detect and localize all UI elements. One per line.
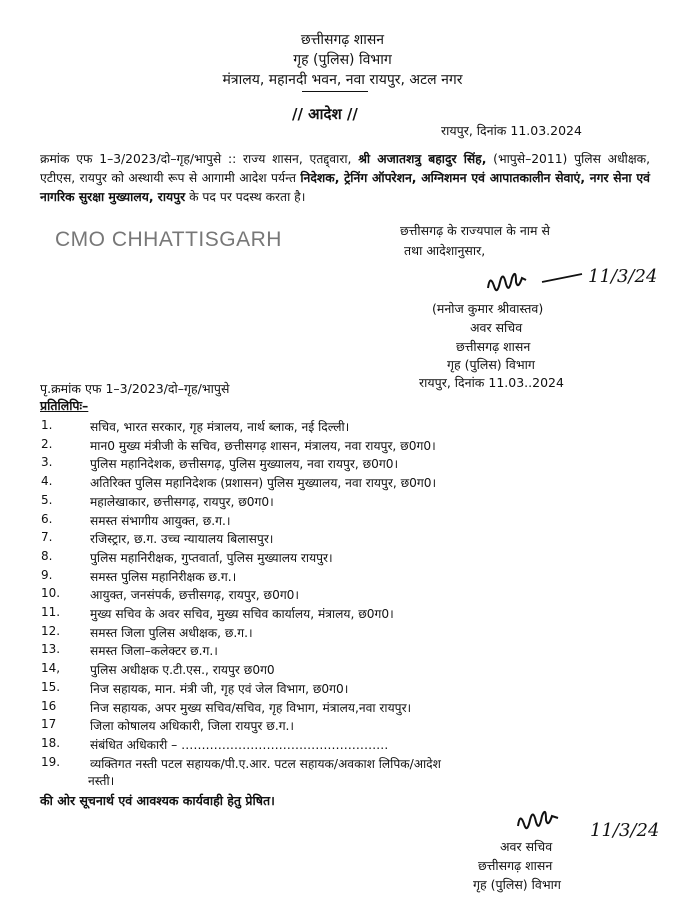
copy-item-text: आयुक्त, जनसंपर्क, छत्तीसगढ़, रायपुर, छ0ग0। (90, 588, 300, 602)
watermark: CMO CHHATTISGARH (55, 228, 282, 251)
forward-line: की ओर सूचनार्थ एवं आवश्यक कार्यवाही हेतु प्रेषित। (40, 793, 275, 808)
address-header: मंत्रालय, महानदी भवन, नवा रायपुर, अटल नगर (222, 72, 463, 88)
copy-item-text: पुलिस महानिरीक्षक, गुप्तवार्ता, पुलिस मुख्यालय रायपुर। (90, 551, 333, 565)
copy-item-text: जिला कोषालय अधिकारी, जिला रायपुर छ.ग.। (90, 719, 295, 733)
copy-item-text: पुलिस महानिदेशक, छत्तीसगढ़, पुलिस मुख्यालय, नवा रायपुर, छ0ग0। (90, 457, 399, 471)
copy-item-number: 16 (41, 699, 57, 713)
order-body-text-1: क्रमांक एफ 1–3/2023/दो–गृह/भापुसे :: राज्य शासन, एतद्द्वारा, (40, 152, 359, 166)
copy-item-number: 4. (41, 474, 53, 488)
copy-item-text: निज सहायक, मान. मंत्री जी, गृह एवं जेल विभाग, छ0ग0। (90, 682, 349, 696)
copy-item-number: 7. (41, 530, 53, 544)
new-posting: निदेशक, ट्रेनिंग ऑपरेशन, अग्निशमन एवं आपातकालीन सेवाएं, नगर सेना एवं नागरिक सुरक्षा मुख्यालय, रायपुर (40, 171, 651, 204)
copy-item-text: निज सहायक, अपर मुख्य सचिव/सचिव, गृह विभाग, मंत्रालय,नवा रायपुर। (90, 701, 412, 715)
copy-item-number: 13. (41, 642, 61, 656)
signatory-designation: अवर सचिव (470, 320, 523, 335)
copy-item-text: समस्त पुलिस महानिरीक्षक छ.ग.। (90, 570, 237, 584)
signature-date-1: 11/3/24 (588, 266, 658, 287)
copy-item-text: मान0 मुख्य मंत्रीजी के सचिव, छत्तीसगढ़ शासन, मंत्रालय, नवा रायपुर, छ0ग0। (90, 439, 436, 453)
copy-item-text: मुख्य सचिव के अवर सचिव, मुख्य सचिव कार्यालय, मंत्रालय, छ0ग0। (90, 607, 394, 621)
signature-date-2: 11/3/24 (590, 820, 660, 841)
copy-item-text: समस्त जिला पुलिस अधीक्षक, छ.ग.। (90, 626, 253, 640)
copy-item-number: 11. (41, 605, 61, 619)
copy-item-number: 18. (41, 736, 61, 750)
copy-item-text: अतिरिक्त पुलिस महानिदेशक (प्रशासन) पुलिस मुख्यालय, नवा रायपुर, छ0ग0। (90, 476, 437, 490)
copy-item-text: व्यक्तिगत नस्ती पटल सहायक/पी.ए.आर. पटल सहायक/अवकाश लिपिक/आदेश (90, 757, 441, 771)
copy-item-number: 2. (41, 437, 53, 451)
copy-item-text: सचिव, भारत सरकार, गृह मंत्रालय, नार्थ ब्लाक, नई दिल्ली। (90, 420, 350, 434)
copy-item-number: 14, (41, 661, 61, 675)
copy-item-text: महालेखाकार, छत्तीसगढ़, रायपुर, छ0ग0। (90, 495, 274, 509)
copy-item-number: 8. (41, 549, 53, 563)
copy-heading: प्रतिलिपिः– (40, 398, 89, 413)
endorsement-reference: पृ.क्रमांक एफ 1–3/2023/दो–गृह/भापुसे (40, 381, 230, 396)
copy-item-number: 17 (41, 717, 57, 731)
copy-item-text: पुलिस अधीक्षक ए.टी.एस., रायपुर छ0ग0 (90, 663, 275, 677)
copy-item-text: रजिस्ट्रार, छ.ग. उच्च न्यायालय बिलासपुर। (90, 532, 274, 546)
copy-item-text: समस्त संभागीय आयुक्त, छ.ग.। (90, 514, 231, 528)
copy-item-number: 15. (41, 680, 61, 694)
copy-item-number: 3. (41, 455, 53, 469)
order-place-date: रायपुर, दिनांक 11.03.2024 (441, 123, 582, 138)
govt-header: छत्तीसगढ़ शासन (300, 32, 385, 48)
copy-19-continuation: नस्ती। (88, 774, 115, 788)
department-header: गृह (पुलिस) विभाग (293, 52, 392, 68)
footer-dept: गृह (पुलिस) विभाग (473, 877, 561, 892)
signatory-name: (मनोज कुमार श्रीवास्तव) (432, 301, 544, 316)
signatory-dept: गृह (पुलिस) विभाग (447, 357, 535, 372)
order-body (40, 150, 650, 207)
governor-line-2: तथा आदेशानुसार, (404, 243, 486, 258)
footer-designation: अवर सचिव (500, 839, 553, 854)
footer-govt: छत्तीसगढ़ शासन (478, 858, 553, 873)
order-title: // आदेश // (292, 105, 358, 123)
signatory-govt: छत्तीसगढ़ शासन (456, 339, 531, 354)
copy-item-text: संबंधित अधिकारी – …………………………………………… (90, 738, 389, 752)
governor-line-1: छत्तीसगढ़ के राज्यपाल के नाम से (400, 223, 550, 238)
copy-item-number: 6. (41, 512, 53, 526)
signatory-place-date: रायपुर, दिनांक 11.03..2024 (419, 375, 564, 390)
header-separator (302, 91, 368, 92)
copy-item-number: 1. (41, 418, 53, 432)
order-body-text-2: (भापुसे–2011) पुलिस अधीक्षक, एटीएस, रायपुर को अस्थायी रूप से आगामी आदेश पर्यन्त (40, 152, 650, 185)
copy-item-number: 19. (41, 755, 61, 769)
signature-2 (512, 800, 592, 840)
copy-item-number: 12. (41, 624, 61, 638)
officer-name: श्री अजातशत्रु बहादुर सिंह, (358, 152, 487, 166)
copy-item-number: 5. (41, 493, 53, 507)
copy-item-text: समस्त जिला–कलेक्टर छ.ग.। (90, 644, 218, 658)
order-body-text-3: के पद पर पदस्थ करता है। (185, 190, 306, 204)
copy-item-number: 10. (41, 586, 61, 600)
copy-item-number: 9. (41, 568, 53, 582)
